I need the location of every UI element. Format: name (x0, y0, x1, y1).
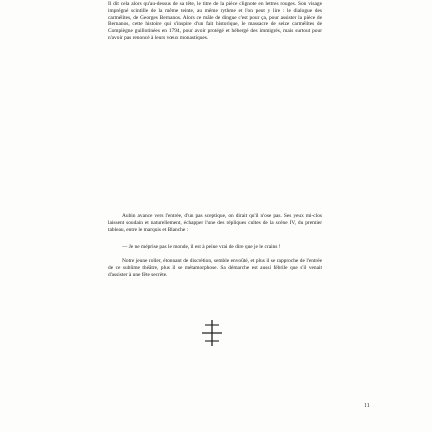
paragraph-3-dialogue: — Je ne méprise pas le monde, il est à peine vrai de dire que je le crains ! (122, 244, 281, 250)
paragraph-2: Aubin avance vers l'entrée, d'un pas sceptique, on dirait qu'il n'ose pas. Ses yeux mi-clos laissent soudain et naturellement, échapper l'une des répliques cultes de la scène IV, du premier tableau, entre le marquis et Blanche : (108, 213, 322, 233)
section-ornament-icon (200, 318, 224, 348)
page-number: 11 (364, 403, 370, 409)
paragraph-4: Notre jeune roller, étonnant de discrétion, semble envoûté, et plus il se rapproche de l'entrée de ce sublime théâtre, plus il se métamorphose. Sa démarche est aussi fébrile que s'il venait d'assister à une fête secrète. (108, 258, 322, 278)
paragraph-1: Il dit cela alors qu'au-dessus de sa tête, le titre de la pièce clignote en lettres rouges. Son visage imprégné scintille de la même teinte, au même rythme et l'on peut y lire : le dialogue des carmélites, de Georges Bernanos. Alors ce mâle de dingue c'est pour ça, pour assister la pièce de Bernanos, cette histoire qui s'inspire d'un fait historique, le massacre de seize carmélites de Compiègne guillotinées en 1794, pour avoir protégé et hébergé des immigrés, mais surtout pour n'avoir pas renoncé à leurs vœux monastiques. (108, 1, 322, 41)
